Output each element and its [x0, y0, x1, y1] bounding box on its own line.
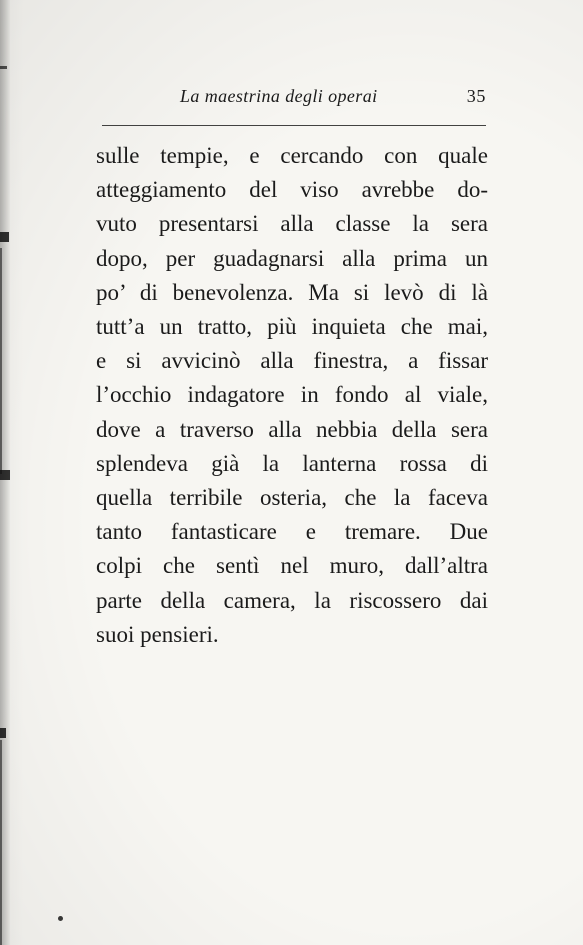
text-line: l’occhio indagatore in fondo al viale,: [96, 382, 488, 408]
text-line: splendeva già la lanterna rossa di: [96, 450, 488, 476]
scan-edge-line: [0, 740, 2, 945]
text-line: parte della camera, la riscossero dai: [96, 587, 488, 613]
running-title: La maestrina degli operai: [180, 86, 378, 106]
scan-edge-mark: [0, 470, 10, 480]
text-line: sulle tempie, e cercando con quale: [96, 143, 488, 168]
text-line: po’ di benevolenza. Ma si levò di là: [96, 279, 488, 305]
scan-edge-mark: [0, 66, 7, 69]
text-line: dove a traverso alla nebbia della sera: [96, 416, 488, 442]
text-line-last: suoi pensieri.: [96, 621, 219, 647]
scan-edge-mark: [0, 728, 6, 738]
scan-edge-line: [0, 248, 2, 474]
text-line: tanto fantasticare e tremare. Due: [96, 519, 488, 545]
text-line: tutt’a un tratto, più inquieta che mai,: [96, 314, 488, 340]
page-header: [96, 86, 492, 114]
ink-speck: [58, 916, 63, 921]
page-number: 35: [466, 86, 486, 106]
scan-edge-mark: [0, 232, 9, 242]
text-line: vuto presentarsi alla classe la sera: [96, 211, 488, 237]
text-line: dopo, per guadagnarsi alla prima un: [96, 245, 488, 271]
text-line: colpi che sentì nel muro, dall’altra: [96, 553, 488, 579]
body-text: [96, 139, 488, 652]
text-line: quella terribile osteria, che la faceva: [96, 485, 488, 511]
text-line: e si avvicinò alla finestra, a fissar: [96, 348, 488, 374]
text-line: atteggiamento del viso avrebbe do-: [96, 177, 488, 203]
header-rule: [102, 125, 486, 126]
